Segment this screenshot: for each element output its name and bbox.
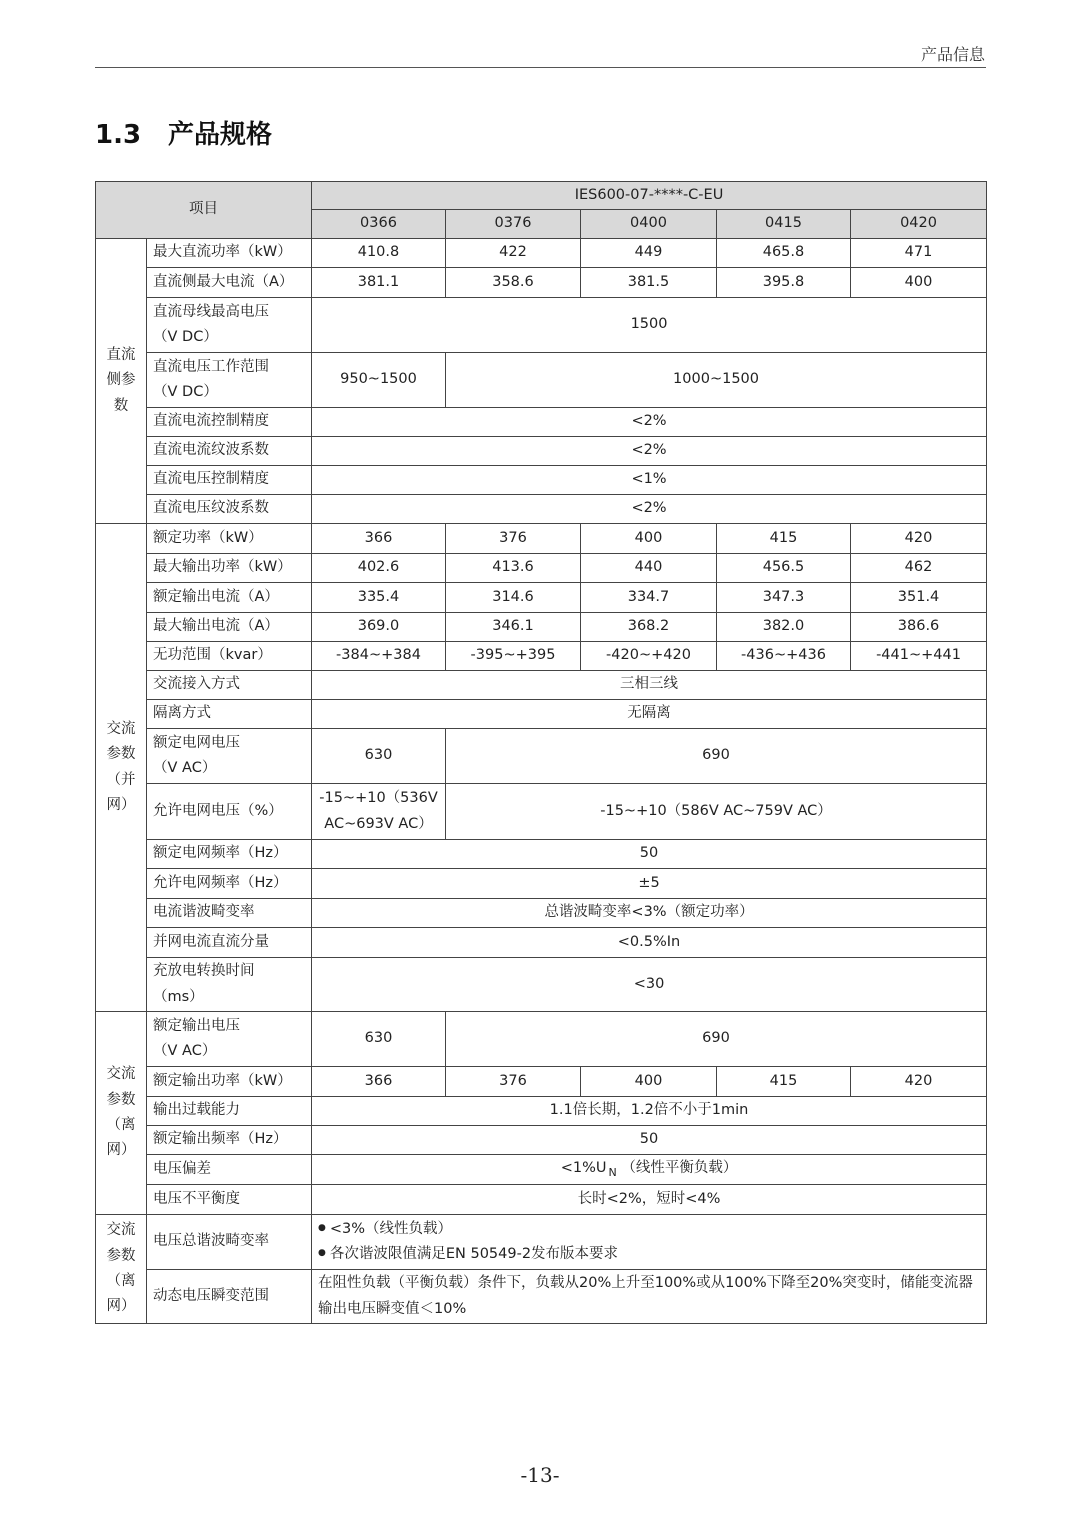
cell-value: <1%	[312, 466, 987, 495]
item-header: 项目	[96, 182, 312, 239]
row-label: 最大输出电流（A）	[147, 613, 312, 642]
row-label: 电压不平衡度	[147, 1185, 312, 1215]
table-row	[96, 524, 987, 554]
cell-value: 在阻性负载（平衡负载）条件下，负载从20%上升至100%或从100%下降至20%突变时，储能变流器输出电压瞬变值＜10%	[312, 1270, 987, 1324]
table-row	[96, 1215, 987, 1270]
cell-value: 长时<2%，短时<4%	[312, 1185, 987, 1215]
cell-value: 368.2	[581, 613, 717, 642]
row-label: 额定输出电流（A）	[147, 583, 312, 613]
table-row	[96, 268, 987, 298]
table-row	[96, 1012, 987, 1067]
cell-value: -384~+384	[312, 642, 446, 671]
row-label: 额定输出频率（Hz）	[147, 1126, 312, 1155]
cell-value: 400	[581, 1067, 717, 1097]
row-label: 直流侧最大电流（A）	[147, 268, 312, 298]
row-label: 隔离方式	[147, 700, 312, 729]
cell-value: 630	[312, 1012, 446, 1067]
cell-value: ±5	[312, 869, 987, 899]
cell-value: 无隔离	[312, 700, 987, 729]
row-label: 充放电转换时间 （ms）	[147, 958, 312, 1012]
row-label: 直流母线最高电压 （V DC）	[147, 298, 312, 353]
cell-value: -441~+441	[851, 642, 987, 671]
group-ac-off-grid-2: 交流 参数 （离 网）	[96, 1215, 147, 1324]
cell-value: 335.4	[312, 583, 446, 613]
cell-value: 395.8	[717, 268, 851, 298]
row-label: 电压偏差	[147, 1155, 312, 1185]
cell-value: <30	[312, 958, 987, 1012]
cell-value: 50	[312, 840, 987, 869]
row-label: 电压总谐波畸变率	[147, 1215, 312, 1270]
cell-value: -436~+436	[717, 642, 851, 671]
table-row	[96, 1185, 987, 1215]
cell-value: -15~+10（536V AC~693V AC）	[312, 784, 446, 840]
table-row	[96, 298, 987, 353]
cell-value: <2%	[312, 408, 987, 437]
cell-value: 三相三线	[312, 671, 987, 700]
table-row	[96, 1126, 987, 1155]
voltage-dev-main: <1%U	[560, 1159, 607, 1176]
cell-value: 630	[312, 729, 446, 784]
table-row	[96, 671, 987, 700]
table-row	[96, 958, 987, 1012]
cell-value: 420	[851, 524, 987, 554]
variant-header: 0376	[446, 210, 581, 239]
row-label: 交流接入方式	[147, 671, 312, 700]
section-title: 产品规格	[168, 120, 273, 150]
cell-value: <2%	[312, 437, 987, 466]
group-ac-off-grid: 交流 参数 （离 网）	[96, 1012, 147, 1215]
table-row	[96, 869, 987, 899]
row-label: 额定电网电压 （V AC）	[147, 729, 312, 784]
cell-value: 366	[312, 524, 446, 554]
table-row	[96, 1270, 987, 1324]
cell-value: 376	[446, 524, 581, 554]
cell-value: -395~+395	[446, 642, 581, 671]
cell-value: 351.4	[851, 583, 987, 613]
row-label: 额定输出电压 （V AC）	[147, 1012, 312, 1067]
cell-value: 440	[581, 554, 717, 583]
variant-header: 0415	[717, 210, 851, 239]
cell-value: 402.6	[312, 554, 446, 583]
row-label: 直流电压控制精度	[147, 466, 312, 495]
cell-value: 420	[851, 1067, 987, 1097]
cell-value: 382.0	[717, 613, 851, 642]
table-row	[96, 613, 987, 642]
table-row	[96, 583, 987, 613]
table-row	[96, 899, 987, 928]
group-ac-grid: 交流 参数 （并 网）	[96, 524, 147, 1012]
cell-value: 465.8	[717, 239, 851, 268]
table-row	[96, 437, 987, 466]
cell-value: -420~+420	[581, 642, 717, 671]
variant-header: 0420	[851, 210, 987, 239]
row-label: 额定输出功率（kW）	[147, 1067, 312, 1097]
row-label: 无功范围（kvar）	[147, 642, 312, 671]
cell-value: 1.1倍长期，1.2倍不小于1min	[312, 1097, 987, 1126]
voltage-dev-tail: （线性平衡负载）	[616, 1159, 738, 1176]
page-number: -13-	[520, 1463, 560, 1487]
section-heading	[95, 114, 272, 151]
row-label: 电流谐波畸变率	[147, 899, 312, 928]
cell-value: 334.7	[581, 583, 717, 613]
group-dc: 直流 侧参 数	[96, 239, 147, 524]
row-label: 直流电压工作范围 （V DC）	[147, 353, 312, 408]
row-label: 动态电压瞬变范围	[147, 1270, 312, 1324]
cell-value: 422	[446, 239, 581, 268]
row-label: 允许电网频率（Hz）	[147, 869, 312, 899]
cell-value: 1500	[312, 298, 987, 353]
table-row	[96, 784, 987, 840]
cell-value: 410.8	[312, 239, 446, 268]
cell-value: 369.0	[312, 613, 446, 642]
cell-value: 690	[446, 1012, 987, 1067]
variant-header: 0400	[581, 210, 717, 239]
row-label: 直流电压纹波系数	[147, 495, 312, 524]
table-row	[96, 700, 987, 729]
cell-value: 690	[446, 729, 987, 784]
row-label: 额定功率（kW）	[147, 524, 312, 554]
table-row	[96, 1155, 987, 1185]
cell-value: 449	[581, 239, 717, 268]
bullet-item: ● 各次谐波限值满足EN 50549-2发布版本要求	[318, 1242, 980, 1267]
cell-value: 314.6	[446, 583, 581, 613]
page-header-title: 产品信息	[920, 45, 985, 64]
cell-value: 415	[717, 1067, 851, 1097]
table-row	[96, 408, 987, 437]
table-row	[96, 928, 987, 958]
row-label: 输出过载能力	[147, 1097, 312, 1126]
section-number: 1.3	[95, 120, 142, 150]
table-row	[96, 554, 987, 583]
row-label: 直流电流控制精度	[147, 408, 312, 437]
variant-header: 0366	[312, 210, 446, 239]
row-label: 最大直流功率（kW）	[147, 239, 312, 268]
cell-value: 400	[581, 524, 717, 554]
table-header-row	[96, 182, 987, 210]
spec-table	[95, 181, 987, 1324]
header-rule	[95, 67, 986, 68]
cell-value: 400	[851, 268, 987, 298]
voltage-dev-sub: N	[608, 1165, 617, 1179]
cell-value: <0.5%In	[312, 928, 987, 958]
cell-value: <2%	[312, 495, 987, 524]
cell-value: 366	[312, 1067, 446, 1097]
cell-value: 376	[446, 1067, 581, 1097]
cell-value: 50	[312, 1126, 987, 1155]
row-label: 允许电网电压（%）	[147, 784, 312, 840]
row-label: 额定电网频率（Hz）	[147, 840, 312, 869]
table-row	[96, 495, 987, 524]
cell-value: 471	[851, 239, 987, 268]
row-label: 并网电流直流分量	[147, 928, 312, 958]
table-row	[96, 1097, 987, 1126]
cell-value: 456.5	[717, 554, 851, 583]
cell-value: 总谐波畸变率<3%（额定功率）	[312, 899, 987, 928]
cell-value: 346.1	[446, 613, 581, 642]
row-label: 最大输出功率（kW）	[147, 554, 312, 583]
table-row	[96, 840, 987, 869]
bullet-item: ● <3%（线性负载）	[318, 1217, 980, 1242]
cell-value: 415	[717, 524, 851, 554]
row-label: 直流电流纹波系数	[147, 437, 312, 466]
cell-value: 386.6	[851, 613, 987, 642]
table-row	[96, 642, 987, 671]
table-row	[96, 729, 987, 784]
table-row	[96, 466, 987, 495]
cell-value	[312, 1215, 987, 1270]
cell-value: 950~1500	[312, 353, 446, 408]
cell-value: 413.6	[446, 554, 581, 583]
cell-value: 462	[851, 554, 987, 583]
cell-value: 358.6	[446, 268, 581, 298]
table-row	[96, 1067, 987, 1097]
table-row	[96, 353, 987, 408]
cell-value: 381.5	[581, 268, 717, 298]
cell-value: 347.3	[717, 583, 851, 613]
cell-value: 1000~1500	[446, 353, 987, 408]
cell-value: 381.1	[312, 268, 446, 298]
cell-value	[312, 1155, 987, 1185]
model-header: IES600-07-****-C-EU	[312, 182, 987, 210]
cell-value: -15~+10（586V AC~759V AC）	[446, 784, 987, 840]
table-row	[96, 239, 987, 268]
